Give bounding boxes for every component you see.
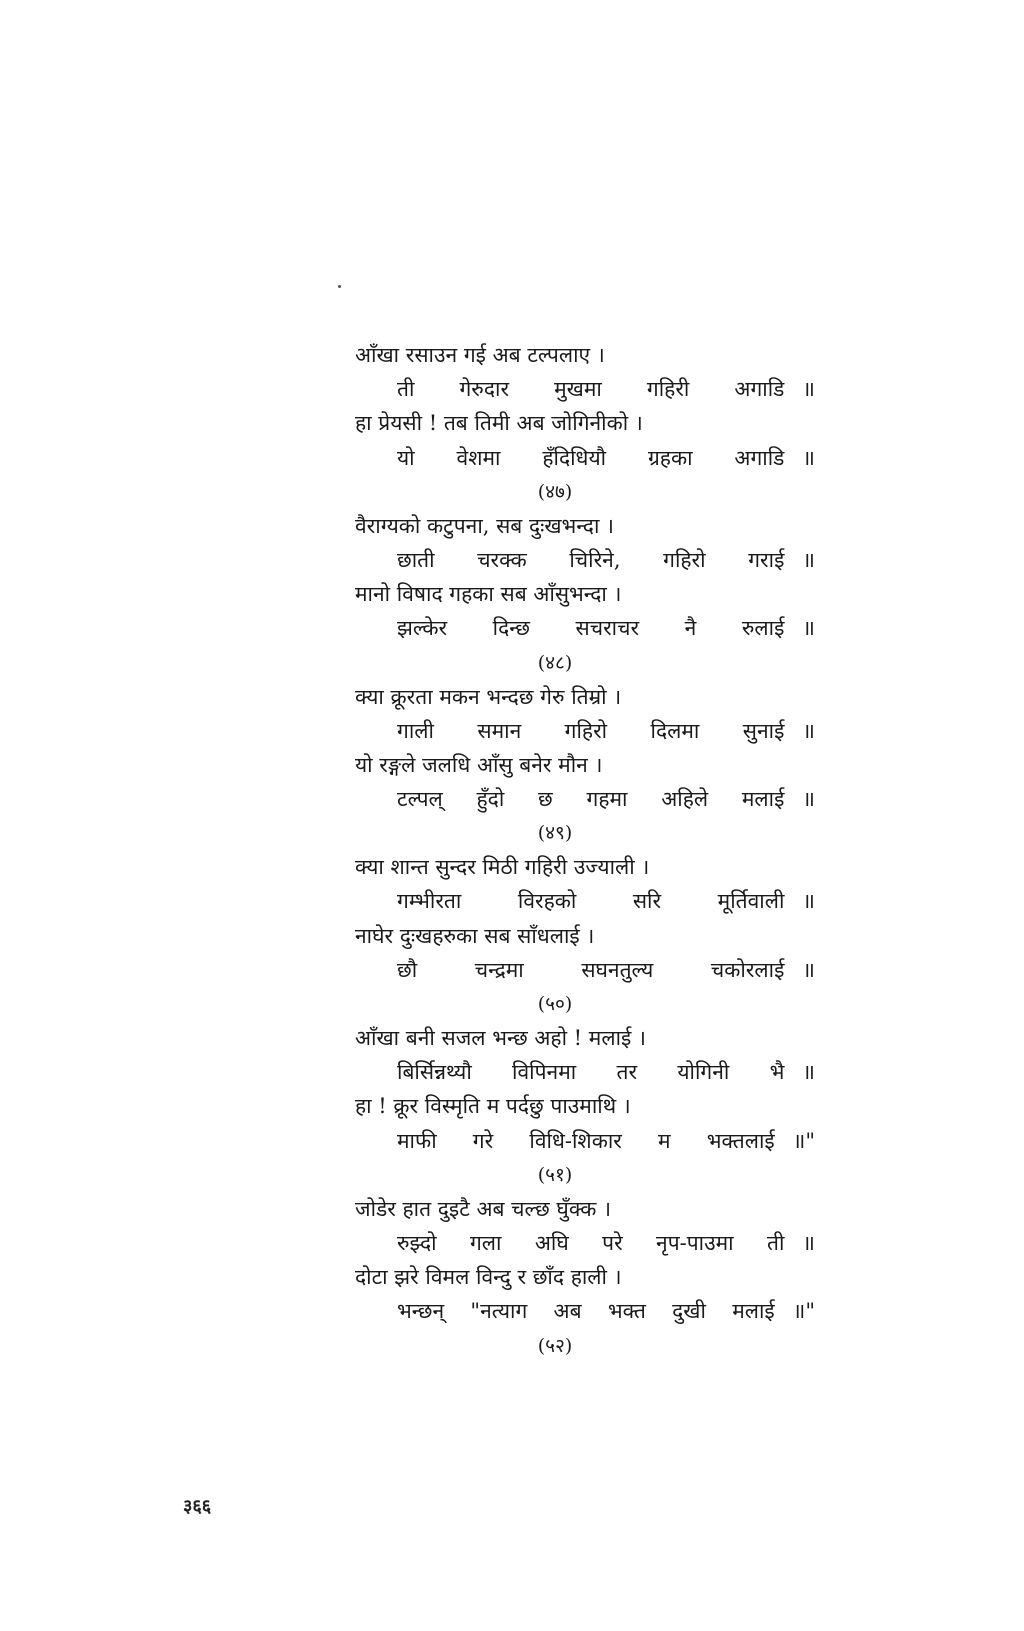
- double-danda-mark: ॥: [802, 445, 815, 470]
- verse-line: आँखा रसाउन गई अब टल्पलाए ।: [355, 343, 605, 367]
- stanza: [355, 850, 815, 1021]
- double-danda-mark: ॥: [802, 616, 815, 641]
- verse-line-text: गम्भीरता विरहको सरि मूर्तिवाली: [397, 889, 785, 914]
- double-danda-mark: ॥: [802, 787, 815, 812]
- verse-line: [355, 714, 815, 748]
- verse-line-text: भन्छन् "नत्याग अब भक्त दुखी मलाई: [397, 1299, 775, 1324]
- verse-line: [355, 1124, 815, 1158]
- double-danda-mark: ॥: [802, 1060, 815, 1085]
- verse-line: आँखा बनी सजल भन्छ अहो ! मलाई ।: [355, 1026, 646, 1050]
- verse-line-text: रुझ्दो गला अघि परे नृप-पाउमा ती: [397, 1230, 785, 1255]
- verse-line: वैराग्यको कटुपना, सब दुःखभन्दा ।: [355, 513, 615, 538]
- verse-line: जोडेर हात दुइटै अब चल्छ घुँक्क ।: [355, 1196, 612, 1221]
- stanza-number: (५०): [537, 993, 573, 1015]
- verse-line-text: छाती चरक्क चिरिने, गहिरो गराई: [397, 547, 785, 572]
- double-danda-mark: ॥: [802, 1230, 815, 1255]
- stanza-number: (४९): [537, 822, 573, 845]
- verse-line: [355, 441, 815, 475]
- double-danda-mark: ॥: [802, 718, 815, 743]
- stanza-number: (४८): [537, 651, 573, 674]
- verse-line-text: बिर्सिन्नथ्यौ विपिनमा तर योगिनी भै: [397, 1060, 785, 1085]
- verse-line-text: माफी गरे विधि-शिकार म भक्तलाई: [397, 1128, 775, 1153]
- double-danda-mark: ॥": [792, 1299, 815, 1324]
- double-danda-mark: ॥: [802, 377, 815, 402]
- stanza-number: (५२): [537, 1334, 573, 1357]
- stanza: [355, 1192, 815, 1363]
- stanza: [355, 1021, 815, 1192]
- verse-line-text: ती गेरुदार मुखमा गहिरी अगाडि: [397, 377, 785, 402]
- verse-line: [355, 1294, 815, 1328]
- stanza: [355, 338, 815, 509]
- verse-line: दोटा झरे विमल विन्दु र छाँद हाली ।: [355, 1265, 622, 1290]
- verse-line: [355, 611, 815, 645]
- verse-line: नाघेर दुःखहरुका सब साँधलाई ।: [355, 923, 595, 948]
- stanza-number: (४७): [537, 480, 573, 503]
- verse-line: हा ! क्रूर विस्मृति म पर्दछु पाउमाथि ।: [355, 1094, 631, 1119]
- verse-line-text: गाली समान गहिरो दिलमा सुनाई: [397, 718, 785, 743]
- verse-line: मानो विषाद गहका सब आँसुभन्दा ।: [355, 582, 622, 607]
- stanza: [355, 680, 815, 851]
- verse-line-text: टल्पल् हुँदो छ गहमा अहिले मलाई: [397, 787, 785, 812]
- verse-line: [355, 953, 815, 987]
- page-number: ३६६: [183, 1496, 212, 1517]
- verse-line: [355, 782, 815, 816]
- verse-line: यो रङ्गले जलधि आँसु बनेर मौन ।: [355, 752, 603, 777]
- stanza-number: (५१): [537, 1163, 573, 1186]
- verse-line: [355, 543, 815, 577]
- verse-line: [355, 1226, 815, 1260]
- verse-line-text: झल्केर दिन्छ सचराचर नै रुलाई: [397, 616, 785, 641]
- verse-line-text: यो वेशमा हँदिधियौ ग्रहका अगाडि: [397, 445, 785, 470]
- verse-line: क्या शान्त सुन्दर मिठी गहिरी उज्याली ।: [355, 855, 650, 880]
- double-danda-mark: ॥: [802, 889, 815, 914]
- verse-line: [355, 1055, 815, 1089]
- stanza: [355, 509, 815, 680]
- double-danda-mark: ॥": [792, 1128, 815, 1153]
- verse-line: क्या क्रूरता मकन भन्दछ गेरु तिम्रो ।: [355, 684, 622, 709]
- verse-line: हा प्रेयसी ! तब तिमी अब जोगिनीको ।: [355, 411, 643, 436]
- verse-line: [355, 372, 815, 406]
- print-speck: [338, 285, 341, 288]
- double-danda-mark: ॥: [802, 547, 815, 572]
- verse-line-text: छौ चन्द्रमा सघनतुल्य चकोरलाई: [397, 957, 785, 982]
- poem-body: [355, 338, 815, 1363]
- double-danda-mark: ॥: [802, 957, 815, 982]
- verse-line: [355, 884, 815, 918]
